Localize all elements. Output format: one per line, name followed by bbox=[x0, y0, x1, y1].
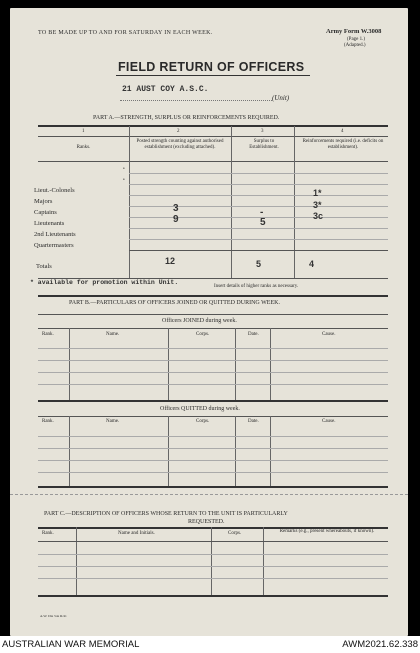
header-reinforcements: Reinforcements required (i.e. deficits on establishment). bbox=[302, 139, 384, 150]
part-c-row-rule bbox=[38, 566, 388, 567]
joined-divider bbox=[270, 328, 271, 400]
quitted-header-line bbox=[38, 416, 388, 417]
joined-col-cause: Cause. bbox=[322, 332, 336, 337]
rank-label: Lieut.-Colonels bbox=[34, 187, 75, 194]
part-c-col-corps: Corps. bbox=[228, 531, 242, 536]
quitted-divider bbox=[168, 416, 169, 486]
rank-bullet-1: • bbox=[123, 167, 125, 172]
joined-col-name: Name. bbox=[106, 332, 120, 337]
part-a-heading: PART A.—STRENGTH, SURPLUS OR REINFORCEMENTS REQUIRED. bbox=[93, 115, 280, 121]
rank-label: Lieutenants bbox=[34, 220, 65, 227]
part-c-col-name: Name and Initials. bbox=[118, 531, 155, 536]
joined-divider bbox=[235, 328, 236, 400]
quitted-col-rank: Rank. bbox=[42, 419, 54, 424]
part-c-divider bbox=[76, 527, 77, 595]
rank-label: Quartermasters bbox=[34, 242, 74, 249]
joined-title: Officers JOINED during week. bbox=[162, 318, 237, 324]
quitted-col-corps: Corps. bbox=[196, 419, 210, 424]
quitted-bottom-border bbox=[38, 486, 388, 488]
rank-bullet-2: • bbox=[123, 178, 125, 183]
quitted-row-rule bbox=[38, 436, 388, 437]
row-rule bbox=[129, 239, 388, 240]
rank-label: Captains bbox=[34, 209, 57, 216]
joined-header-line bbox=[38, 328, 388, 329]
unit-line bbox=[120, 100, 272, 101]
totals-label: Totals bbox=[36, 263, 52, 270]
joined-row-rule bbox=[38, 360, 388, 361]
part-c-heading-line2: REQUESTED. bbox=[188, 519, 225, 525]
quitted-divider bbox=[270, 416, 271, 486]
surplus-value: - bbox=[260, 207, 264, 218]
part-b-heading: PART B.—PARTICULARS OF OFFICERS JOINED OR QUITTED DURING WEEK. bbox=[69, 300, 280, 306]
page-number: (Page 1.) bbox=[347, 37, 366, 42]
quitted-col-date: Date. bbox=[248, 419, 259, 424]
row-rule bbox=[129, 195, 388, 196]
joined-col-rank: Rank. bbox=[42, 332, 54, 337]
unit-value: 21 AUST COY A.S.C. bbox=[122, 85, 209, 94]
joined-col-date: Date. bbox=[248, 332, 259, 337]
surplus-value: 5 bbox=[260, 217, 266, 228]
quitted-col-name: Name. bbox=[106, 419, 120, 424]
col-divider-3 bbox=[294, 126, 295, 278]
part-c-row-rule bbox=[38, 578, 388, 579]
quitted-row-rule bbox=[38, 472, 388, 473]
rank-label: 2nd Lieutenants bbox=[34, 231, 76, 238]
row-rule bbox=[129, 184, 388, 185]
col-number-2: 2 bbox=[177, 129, 180, 134]
quitted-title: Officers QUITTED during week. bbox=[160, 406, 240, 412]
row-rule bbox=[129, 206, 388, 207]
quitted-col-cause: Cause. bbox=[322, 419, 336, 424]
col-number-1: 1 bbox=[82, 129, 85, 134]
quitted-divider bbox=[235, 416, 236, 486]
header-row-line bbox=[38, 161, 388, 162]
adapted-label: (Adapted.) bbox=[344, 43, 366, 48]
quitted-divider bbox=[69, 416, 70, 486]
total-surplus: 5 bbox=[256, 259, 262, 269]
joined-row-rule bbox=[38, 384, 388, 385]
joined-divider bbox=[69, 328, 70, 400]
reinf-value: 3c bbox=[313, 211, 324, 221]
row-rule bbox=[129, 228, 388, 229]
joined-bottom-border bbox=[38, 400, 388, 402]
print-code: A.W. Dia 54a R/41 bbox=[40, 614, 67, 618]
part-c-heading-line1: PART C.—DESCRIPTION OF OFFICERS WHOSE RETURN TO THE UNIT IS PARTICULARLY bbox=[44, 511, 288, 517]
part-a-top-border bbox=[38, 125, 388, 127]
joined-row-rule bbox=[38, 372, 388, 373]
form-title: FIELD RETURN OF OFFICERS bbox=[118, 60, 305, 74]
unit-label: (Unit) bbox=[272, 94, 290, 102]
total-posted: 12 bbox=[165, 256, 176, 266]
form-number: Army Form W.3008 bbox=[326, 28, 382, 35]
part-c-col-remarks: Remarks (e.g., present whereabouts, if known). bbox=[279, 529, 375, 534]
footer-institution: AUSTRALIAN WAR MEMORIAL bbox=[2, 639, 140, 650]
header-surplus: Surplus to Establishment. bbox=[249, 139, 279, 150]
posted-value: 9 bbox=[173, 214, 179, 225]
header-ranks: Ranks. bbox=[76, 145, 91, 150]
totals-top-line bbox=[129, 250, 388, 251]
joined-col-corps: Corps. bbox=[196, 332, 210, 337]
part-c-row-rule bbox=[38, 554, 388, 555]
joined-divider bbox=[168, 328, 169, 400]
fold-line bbox=[10, 494, 408, 495]
reinf-value: 1* bbox=[313, 188, 322, 198]
header-posted-strength: Posted strength counting against authorised establishment (excluding attached). bbox=[136, 139, 224, 150]
col-number-row-line bbox=[38, 136, 388, 137]
part-b-top-border bbox=[38, 295, 388, 297]
quitted-row-rule bbox=[38, 448, 388, 449]
archive-footer bbox=[0, 636, 420, 653]
col-divider-2 bbox=[231, 126, 232, 278]
col-number-3: 3 bbox=[261, 129, 264, 134]
typed-note: * available for promotion within Unit. bbox=[30, 279, 179, 286]
part-c-bottom-border bbox=[38, 595, 388, 597]
col-number-4: 4 bbox=[341, 129, 344, 134]
title-underline bbox=[116, 75, 310, 76]
print-note: Insert details of higher ranks as necessary. bbox=[214, 284, 299, 289]
part-c-divider bbox=[263, 527, 264, 595]
part-c-divider bbox=[211, 527, 212, 595]
joined-row-rule bbox=[38, 348, 388, 349]
row-rule bbox=[129, 173, 388, 174]
total-reinf: 4 bbox=[309, 259, 315, 269]
part-c-col-rank: Rank. bbox=[42, 531, 54, 536]
rank-label: Majors bbox=[34, 198, 53, 205]
footer-accession-number: AWM2021.62.338 bbox=[342, 639, 418, 650]
reinf-value: 3* bbox=[313, 200, 322, 210]
instruction-text: TO BE MADE UP TO AND FOR SATURDAY IN EACH WEEK. bbox=[38, 30, 213, 36]
part-b-sub-line bbox=[38, 314, 388, 315]
col-divider-1 bbox=[129, 126, 130, 278]
quitted-row-rule bbox=[38, 460, 388, 461]
posted-value: 3 bbox=[173, 203, 179, 214]
part-c-header-line bbox=[38, 541, 388, 542]
form-paper bbox=[10, 8, 408, 636]
row-rule bbox=[129, 217, 388, 218]
